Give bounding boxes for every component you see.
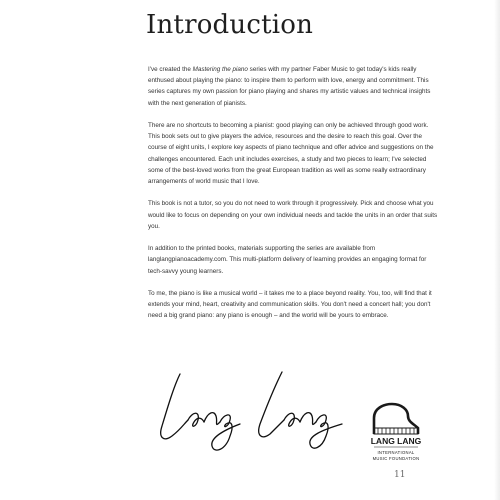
series-title-emphasis: Mastering the piano <box>192 66 248 73</box>
paragraph-4: In addition to the printed books, materials supporting the series are available from langlangpianoacademy.com. This multi-platform delivery of learning provides an engaging format for tech-savvy young learners. <box>148 245 427 275</box>
page-number: 11 <box>394 470 406 480</box>
lang-lang-foundation-logo <box>368 402 424 466</box>
paragraph-2: There are no shortcuts to becoming a pianist: good playing can only be achieved through good work. This book sets out to give players the advice, resources and the desire to reach this goal. Over the course of eight units, I explore key aspects of piano technique and offer advice and suggestions on the challenges encountered. Each unit includes exercises, a study and two pieces to learn; I've selected some of the best-loved works from the great European tradition as well as some really extraordinary arrangements of world music that I love. <box>148 122 434 186</box>
logo-name-text: LANG LANG <box>370 436 422 446</box>
paragraph-3: This book is not a tutor, so you do not need to work through it progressively. Pick and choose what you would like to focus on depending on your own individual needs and tackle the units in an order that suits you. <box>148 200 438 230</box>
handwritten-signature <box>150 366 360 456</box>
logo-subtext-line2: MUSIC FOUNDATION <box>372 456 420 461</box>
paragraph-1-end: series with my partner Faber Music to get today's kids really enthused about playing the piano: to inspire them to perform with love, energy and commitment. This series captures my own passion for piano playing and shares my artistic values and technical insights with the next generation of pianists. <box>148 66 431 107</box>
paragraph-1 <box>148 64 440 109</box>
paragraph-5: To me, the piano is like a musical world – it takes me to a place beyond reality. You, too, will find that it extends your mind, heart, creativity and communication skills. You don't need a concert hall; you don't need a big grand piano: any piano is enough – and the world will be yours to embrace. <box>148 290 432 320</box>
page-edge-shadow <box>494 0 500 500</box>
logo-subtext-line1: INTERNATIONAL <box>377 450 415 455</box>
body-text <box>148 64 440 333</box>
piano-logo-icon <box>368 402 424 466</box>
paragraph-1-start: I've created the <box>148 66 193 73</box>
page-title: Introduction <box>146 10 314 40</box>
